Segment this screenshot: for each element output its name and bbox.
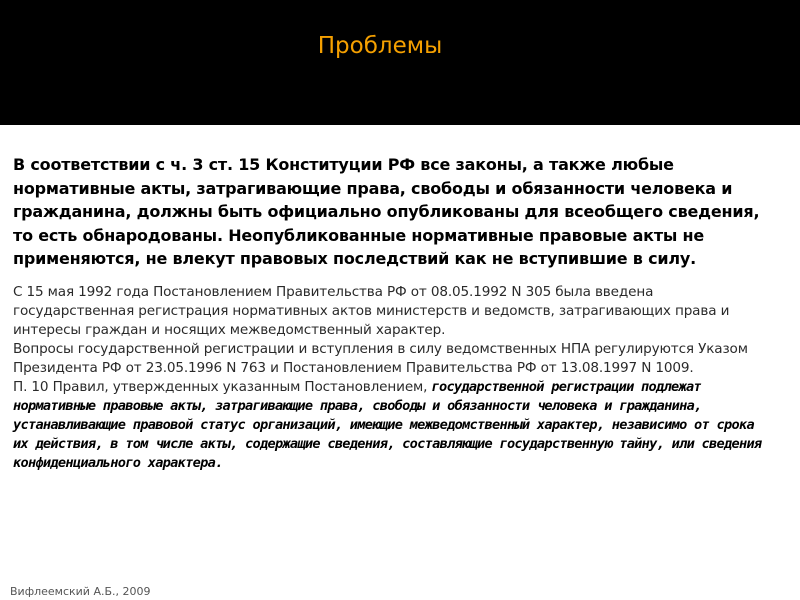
paragraph-registration-1992: С 15 мая 1992 года Постановлением Правительства РФ от 08.05.1992 N 305 была введена государственная регистрация нормативных актов министерств и ведомств, затрагивающих права и интересы граждан и носящих межведомственный характер. (13, 283, 730, 338)
body-text (13, 283, 773, 473)
slide-header (0, 0, 800, 125)
slide-content (13, 153, 773, 473)
footer-author: Вифлеемский А.Б., 2009 (10, 585, 151, 598)
rules-emphasis-text: государственной регистрации подлежат нормативные правовые акты, затрагивающие права, свободы и обязанности человека и гражданина, устанавливающие правовой статус организаций, имеющие межведомственный характер, независимо от срока их действия, в том числе акты, содержащие сведения, составляющие государственную тайну, или сведения конфиденциального характера. (13, 378, 762, 471)
paragraph-rules-10 (13, 378, 773, 473)
slide-title: Проблемы (317, 33, 443, 59)
rules-intro-text: П. 10 Правил, утвержденных указанным Постановлением, (13, 378, 432, 395)
lead-paragraph: В соответствии с ч. 3 ст. 15 Конституции РФ все законы, а также любые нормативные акты, затрагивающие права, свободы и обязанности человека и гражданина, должны быть официально опубликованы для всеобщего сведения, то есть обнародованы. Неопубликованные нормативные правовые акты не применяются, не влекут правовых последствий как не вступившие в силу. (13, 155, 760, 268)
paragraph-regulation: Вопросы государственной регистрации и вступления в силу ведомственных НПА регулируются Указом Президента РФ от 23.05.1996 N 763 и Постановлением Правительства РФ от 13.08.1997 N 1009. (13, 340, 748, 376)
